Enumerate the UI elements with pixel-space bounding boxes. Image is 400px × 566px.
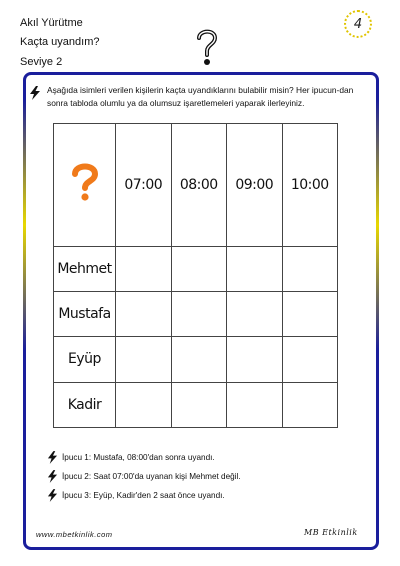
grid-cell[interactable] <box>116 337 172 382</box>
grid-cell[interactable] <box>227 337 283 382</box>
grid-name-label: Kadir <box>54 382 116 427</box>
clue-item <box>47 451 215 464</box>
grid-cell[interactable] <box>282 246 338 291</box>
page-number-badge: 4 <box>344 10 372 38</box>
grid-cell[interactable] <box>171 246 227 291</box>
grid-row <box>54 246 338 291</box>
clue-item <box>47 470 241 483</box>
grid-row <box>54 337 338 382</box>
grid-row <box>54 291 338 336</box>
worksheet-level: Seviye 2 <box>20 56 63 68</box>
lightning-icon <box>47 451 58 464</box>
clue-item <box>47 489 225 502</box>
grid-corner <box>54 124 116 247</box>
lightning-icon <box>47 470 58 483</box>
grid-name-label: Eyüp <box>54 337 116 382</box>
lightning-icon <box>47 489 58 502</box>
grid-cell[interactable] <box>116 291 172 336</box>
grid-time-header: 07:00 <box>116 124 172 247</box>
footer-brand: MB Etkinlik <box>304 528 358 537</box>
worksheet-question: Kaçta uyandım? <box>20 36 100 48</box>
grid-cell[interactable] <box>282 291 338 336</box>
grid-cell[interactable] <box>171 382 227 427</box>
worksheet-title: Akıl Yürütme <box>20 17 83 29</box>
grid-cell[interactable] <box>282 382 338 427</box>
grid-cell[interactable] <box>171 291 227 336</box>
logic-grid <box>53 123 338 428</box>
grid-time-header: 10:00 <box>282 124 338 247</box>
grid-cell[interactable] <box>227 246 283 291</box>
grid-time-header: 09:00 <box>227 124 283 247</box>
frame-accent-left <box>23 100 26 350</box>
instruction-text: Aşağıda isimleri verilen kişilerin kaçta uyandıklarını bulabilir misin? Her ipucun-dan sonra tabloda olumlu ya da olumsuz işaretlemeleri yaparak ilerleyiniz. <box>47 85 354 108</box>
grid-cell[interactable] <box>227 291 283 336</box>
question-mark-icon <box>192 26 222 68</box>
clue-text: İpucu 3: Eyüp, Kadir'den 2 saat önce uyandı. <box>62 491 225 500</box>
grid-cell[interactable] <box>282 337 338 382</box>
footer-website: www.mbetkinlik.com <box>36 530 113 539</box>
question-mark-icon <box>69 162 101 202</box>
grid-name-label: Mehmet <box>54 246 116 291</box>
clue-text: İpucu 2: Saat 07:00'da uyanan kişi Mehmet değil. <box>62 472 241 481</box>
grid-cell[interactable] <box>116 246 172 291</box>
grid-cell[interactable] <box>171 337 227 382</box>
grid-name-label: Mustafa <box>54 291 116 336</box>
grid-row <box>54 382 338 427</box>
lightning-icon <box>29 86 41 100</box>
grid-time-header: 08:00 <box>171 124 227 247</box>
grid-header-row <box>54 124 338 247</box>
grid-cell[interactable] <box>116 382 172 427</box>
grid-cell[interactable] <box>227 382 283 427</box>
frame-accent-right <box>376 100 379 350</box>
clue-text: İpucu 1: Mustafa, 08:00'dan sonra uyandı. <box>62 453 215 462</box>
